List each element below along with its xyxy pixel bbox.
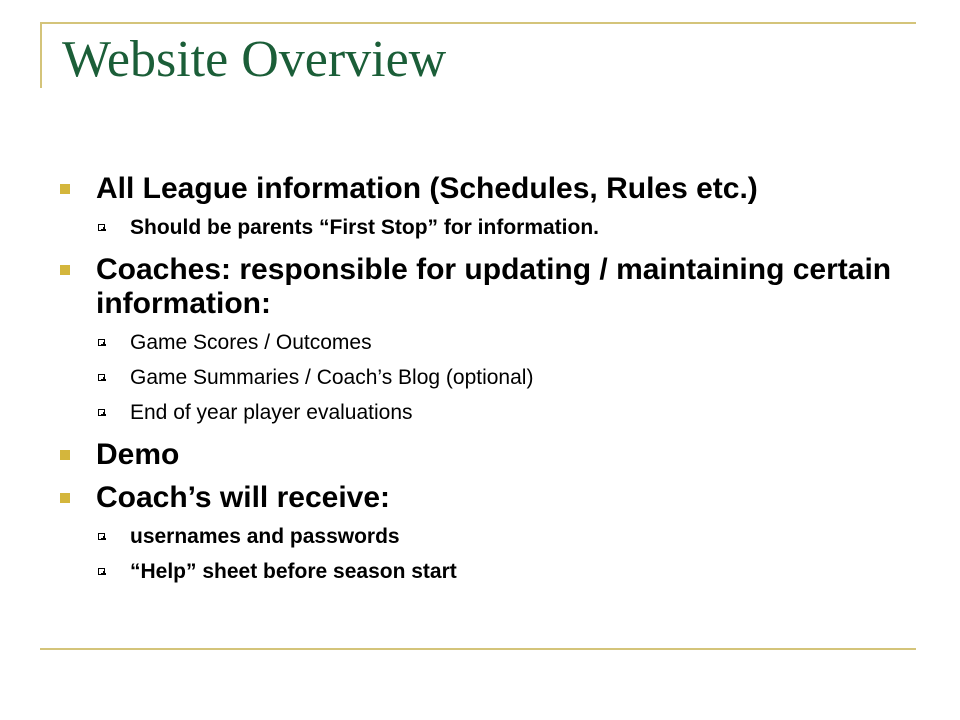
bullet-item [58,438,918,472]
hollow-square-bullet-icon [98,409,105,416]
bullet-list [58,172,918,585]
sub-bullet-text: usernames and passwords [130,525,400,548]
hollow-square-bullet-icon [98,568,105,575]
bullet-item [58,172,918,206]
sub-bullet-list [58,524,918,585]
top-rule-line [40,22,916,24]
sub-bullet-text: Game Scores / Outcomes [130,331,372,354]
bullet-text: All League information (Schedules, Rules etc.) [96,172,758,205]
sub-bullet-item [58,365,918,391]
hollow-square-bullet-icon [98,374,105,381]
sub-bullet-list [58,215,918,241]
sub-bullet-list [58,330,918,426]
sub-bullet-text: Should be parents “First Stop” for information. [130,216,600,239]
slide-title: Website Overview [62,31,447,88]
sub-bullet-item [58,524,918,550]
gold-square-bullet-icon [60,184,70,194]
sub-bullet-item [58,400,918,426]
bullet-item [58,253,918,321]
sub-bullet-item [58,559,918,585]
bottom-rule-line [40,648,916,650]
gold-square-bullet-icon [60,450,70,460]
gold-square-bullet-icon [60,265,70,275]
hollow-square-bullet-icon [98,339,105,346]
hollow-square-bullet-icon [98,533,105,540]
sub-bullet-item [58,330,918,356]
bullet-text: Coach’s will receive: [96,481,391,514]
hollow-square-bullet-icon [98,224,105,231]
bullet-item [58,481,918,515]
gold-square-bullet-icon [60,493,70,503]
sub-bullet-text: “Help” sheet before season start [130,560,457,583]
bullet-text: Demo [96,438,180,471]
sub-bullet-text: End of year player evaluations [130,401,413,424]
sub-bullet-text: Game Summaries / Coach’s Blog (optional) [130,366,534,389]
slide-content [58,172,918,597]
bullet-text: Coaches: responsible for updating / maintaining certain information: [96,253,892,320]
left-rule-line [40,22,42,88]
sub-bullet-item [58,215,918,241]
